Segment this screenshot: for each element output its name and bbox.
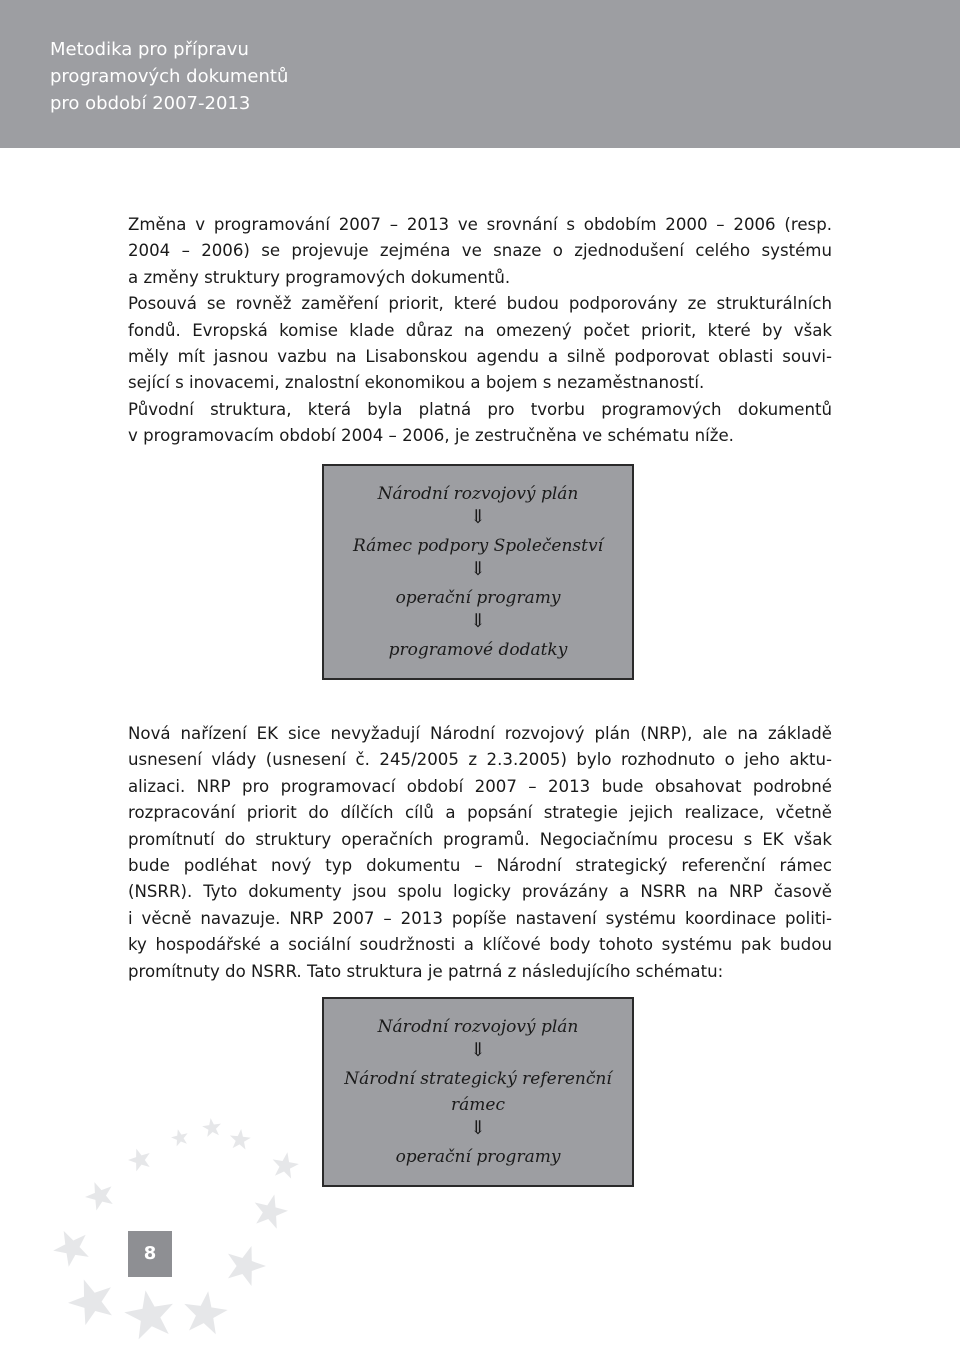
down-arrow-icon: ⇓: [470, 1117, 486, 1139]
paragraph-line: rozpracování priorit do dílčích cílů a popsání strategie jejich realizace, včetně: [128, 803, 832, 823]
paragraph-line: Změna v programování 2007 – 2013 ve srovnání s obdobím 2000 – 2006 (resp.: [128, 215, 832, 234]
star-icon: [170, 1127, 191, 1147]
down-arrow-icon: ⇓: [470, 610, 486, 632]
diagram-item-rps: Rámec podpory Společenství: [352, 536, 604, 556]
down-arrow-icon: ⇓: [470, 1039, 486, 1061]
header-title-line-3: pro období 2007-2013: [50, 93, 251, 114]
star-icon: [221, 1240, 271, 1288]
diagram-item-nrp: Národní rozvojový plán: [377, 484, 579, 504]
paragraph-line: Nová nařízení EK sice nevyžadují Národní rozvojový plán (NRP), ale na základě: [128, 724, 832, 743]
paragraph-line: promítnuty do NSRR. Tato struktura je patrná z následujícího schématu:: [128, 961, 724, 981]
diagram-item-nsrr-cont: rámec: [451, 1095, 505, 1115]
star-icon: [81, 1177, 118, 1213]
down-arrow-icon: ⇓: [470, 558, 486, 580]
paragraph-line: alizaci. NRP pro programovací období 2007 – 2013 bude obsahovat podrobné: [128, 776, 832, 796]
paragraph-line: Původní struktura, která byla platná pro tvorbu programových dokumentů: [128, 399, 832, 419]
paragraph-line: fondů. Evropská komise klade důraz na omezený počet priorit, které by však: [128, 320, 832, 340]
paragraph-intro: [128, 212, 832, 450]
header-title-line-1: Metodika pro přípravu: [50, 39, 249, 60]
paragraph-line: i věcně navazuje. NRP 2007 – 2013 popíše nastavení systému koordinace politi-: [128, 908, 832, 928]
paragraph-line: bude podléhat nový typ dokumentu – Národní strategický referenční rámec: [128, 855, 832, 875]
diagram-item-nrp: Národní rozvojový plán: [377, 1017, 579, 1037]
diagram-old-structure: [322, 464, 634, 680]
diagram-item-op: operační programy: [395, 1147, 561, 1167]
paragraph-line: (NSRR). Tyto dokumenty jsou spolu logicky provázány a NSRR na NRP časově: [128, 882, 832, 902]
paragraph-line: Posouvá se rovněž zaměření priorit, které budou podporovány ze strukturálních: [128, 294, 832, 314]
eu-stars-decoration: [0, 1100, 330, 1360]
star-icon: [47, 1223, 95, 1270]
star-icon: [125, 1145, 153, 1173]
diagram-item-op: operační programy: [395, 588, 561, 608]
paragraph-line: ky hospodářské a sociální soudržnosti a klíčové body tohoto systému pak budou: [128, 935, 832, 955]
paragraph-new-rules: [128, 721, 832, 985]
star-icon: [181, 1288, 230, 1335]
header-title-line-2: programových dokumentů: [50, 66, 289, 87]
paragraph-line: promítnutí do struktury operačních programů. Negociačnímu procesu s EK však: [128, 829, 832, 849]
star-icon: [201, 1117, 222, 1138]
paragraph-line: usnesení vlády (usnesení č. 245/2005 z 2.3.2005) bylo rozhodnuto o jeho aktu-: [128, 750, 832, 770]
down-arrow-icon: ⇓: [470, 506, 486, 528]
diagram-new-structure: [322, 997, 634, 1187]
star-icon: [121, 1286, 178, 1341]
paragraph-line: v programovacím období 2004 – 2006, je zestručněna ve schématu níže.: [128, 426, 734, 446]
paragraph-line: měly mít jasnou vazbu na Lisabonskou agendu a silně podporovat oblasti souvi-: [128, 346, 832, 366]
page-header: [0, 0, 960, 148]
star-icon: [62, 1272, 120, 1328]
diagram-item-nsrr: Národní strategický referenční: [344, 1069, 612, 1089]
paragraph-line: sející s inovacemi, znalostní ekonomikou a bojem s nezaměstnaností.: [128, 373, 705, 393]
star-icon: [270, 1150, 301, 1180]
diagram-item-dodatky: programové dodatky: [388, 640, 568, 660]
paragraph-line: 2004 – 2006) se projevuje zejména ve snaze o zjednodušení celého systému: [128, 241, 832, 261]
star-icon: [229, 1128, 252, 1150]
star-icon: [250, 1190, 291, 1230]
paragraph-line: a změny struktury programových dokumentů.: [128, 267, 511, 287]
page-number: 8: [128, 1231, 172, 1277]
